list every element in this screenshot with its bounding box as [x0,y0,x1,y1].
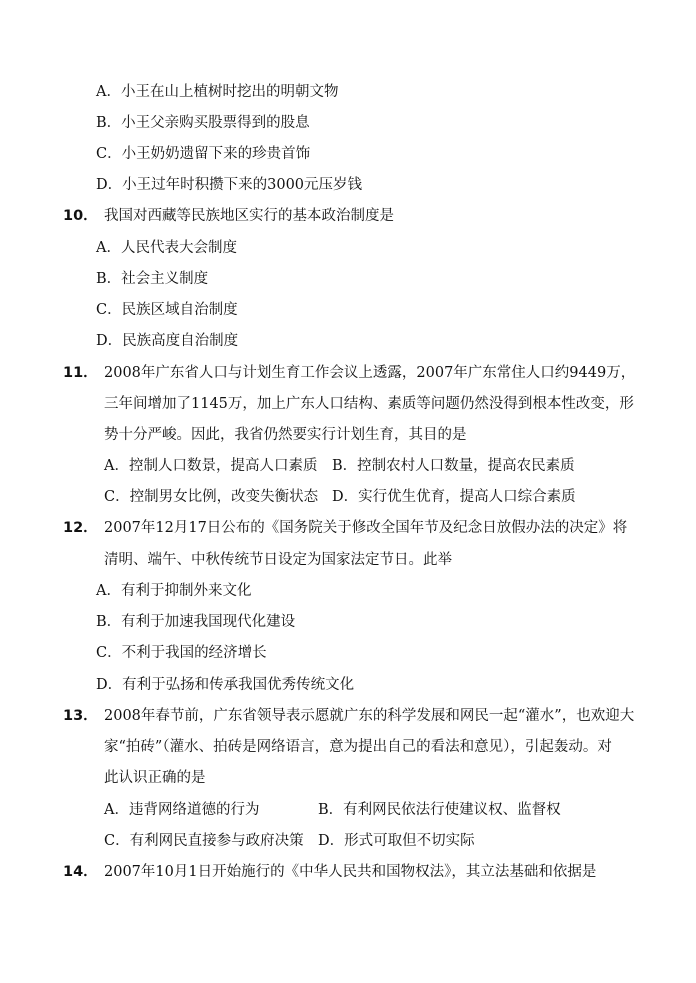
q12-option-d: D．有利于弘扬和传承我国优秀传统文化 [96,677,355,693]
q10-number: 10． [63,208,98,224]
q14-stem: 2007年10月1日开始施行的《中华人民共和国物权法》，其立法基础和依据是 [104,864,597,880]
q12-stem-line-2: 清明、端午、中秋传统节日设定为国家法定节日。此举 [104,552,452,568]
q9-option-d: D．小王过年时积攒下来的3000元压岁钱 [96,177,363,193]
q13-option-b: B．有利网民依法行使建议权、监督权 [318,802,561,818]
q11-option-c: C．控制男女比例，改变失衡状态 [104,489,319,505]
q9-option-a: A．小王在山上植树时挖出的明朝文物 [96,84,339,100]
q12-stem-line-1: 2007年12月17日公布的《国务院关于修改全国年节及纪念日放假办法的决定》将 [104,520,628,536]
q9-option-b: B．小王父亲购买股票得到的股息 [96,115,310,131]
q13-stem-line-1: 2008年春节前，广东省领导表示愿就广东的科学发展和网民一起“灌水”，也欢迎大 [104,708,635,724]
q12-option-c: C．不利于我国的经济增长 [96,645,267,661]
q14-number: 14． [63,864,98,880]
q10-option-c: C．民族区域自治制度 [96,302,238,318]
q13-option-a: A．违背网络道德的行为 [104,802,260,818]
q11-option-b: B．控制农村人口数量，提高农民素质 [332,458,575,474]
q13-stem-line-2: 家“拍砖”（灌水、拍砖是网络语言，意为提出自己的看法和意见），引起轰动。对 [104,739,612,755]
q10-option-a: A．人民代表大会制度 [96,240,237,256]
q13-stem-line-3: 此认识正确的是 [104,770,206,786]
q10-option-d: D．民族高度自治制度 [96,333,239,349]
q12-option-b: B．有利于加速我国现代化建设 [96,614,296,630]
q13-number: 13． [63,708,98,724]
q10-stem: 我国对西藏等民族地区实行的基本政治制度是 [104,208,394,224]
q11-stem-line-3: 势十分严峻。因此，我省仍然要实行计划生育，其目的是 [104,427,467,443]
q10-option-b: B．社会主义制度 [96,271,209,287]
q11-stem-line-2: 三年间增加了1145万，加上广东人口结构、素质等问题仍然没得到根本性改变，形 [104,396,634,412]
q12-number: 12． [63,520,98,536]
q11-stem-line-1: 2008年广东省人口与计划生育工作会议上透露，2007年广东常住人口约9449万， [104,365,636,381]
q11-option-a: A．控制人口数景，提高人口素质 [104,458,318,474]
q13-option-c: C．有利网民直接参与政府决策 [104,833,304,849]
q11-number: 11． [63,365,98,381]
q11-option-d: D．实行优生优育，提高人口综合素质 [332,489,576,505]
q13-option-d: D．形式可取但不切实际 [318,833,475,849]
q12-option-a: A．有利于抑制外来文化 [96,583,252,599]
q9-option-c: C．小王奶奶遗留下来的珍贵首饰 [96,146,311,162]
